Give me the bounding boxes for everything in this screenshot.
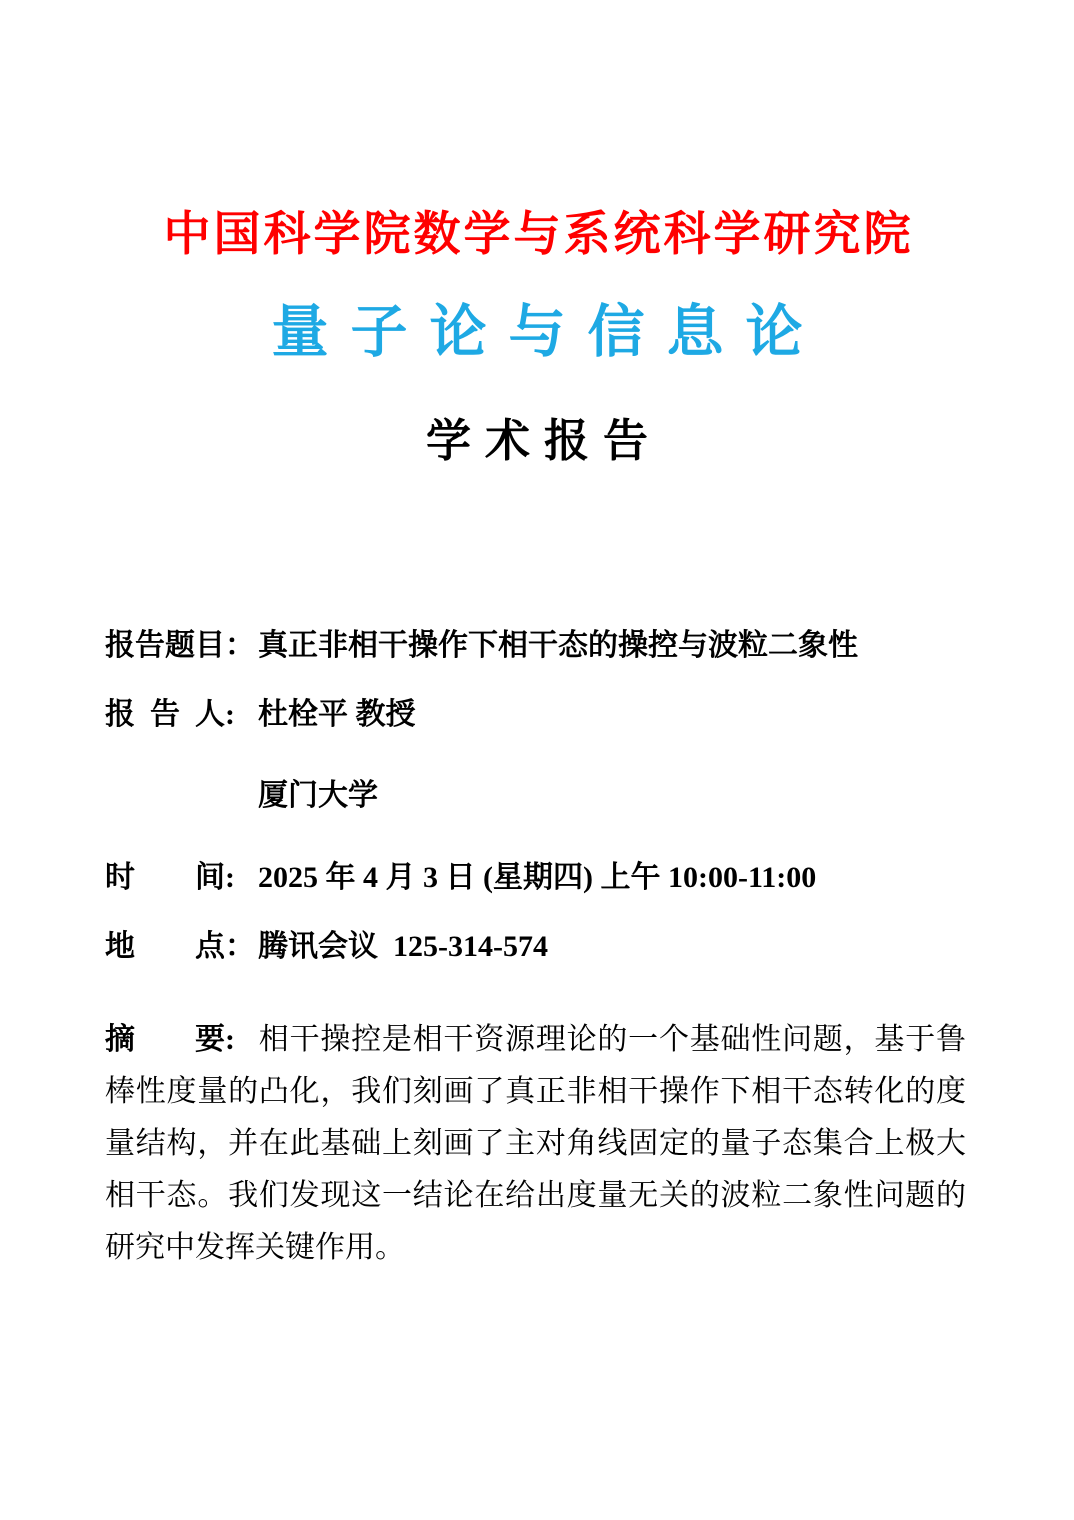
institution-title: 中国科学院数学与系统科学研究院 [163, 209, 914, 261]
report-title-value: 真正非相干操作下相干态的操控与波粒二象性 [258, 629, 858, 663]
time-value: 2025 年 4 月 3 日 (星期四) 上午 10:00-11:00 [258, 861, 817, 895]
venue-row [105, 927, 966, 967]
abstract-text: 相干操控是相干资源理论的一个基础性问题，基于鲁棒性度量的凸化，我们刻画了真正非相干操作下相干态转化的度量结构，并在此基础上刻画了主对角线固定的量子态集合上极大相干态。我们发现这一结论在给出度量无关的波粒二象性问题的研究中发挥关键作用。 [105, 1023, 966, 1265]
time-row [105, 858, 966, 898]
time-label: 时 间: [105, 861, 235, 895]
speaker-label: 报 告 人: [105, 697, 235, 731]
seminar-series-title: 量子论与信息论 [271, 301, 825, 365]
venue-value: 腾讯会议 125-314-574 [258, 929, 548, 963]
affiliation-value: 厦门大学 [258, 779, 378, 813]
speaker-value: 杜栓平 教授 [258, 697, 416, 731]
abstract-paragraph [105, 1014, 966, 1274]
report-title-row [105, 626, 966, 666]
speaker-row [105, 695, 966, 735]
seminar-type-title: 学术报告 [425, 415, 662, 466]
abstract-label: 摘 要: [105, 1023, 235, 1057]
report-title-label: 报告题目： [105, 629, 255, 663]
affiliation-row [105, 776, 966, 816]
venue-label: 地 点： [105, 929, 255, 963]
seminar-details [105, 626, 966, 1274]
